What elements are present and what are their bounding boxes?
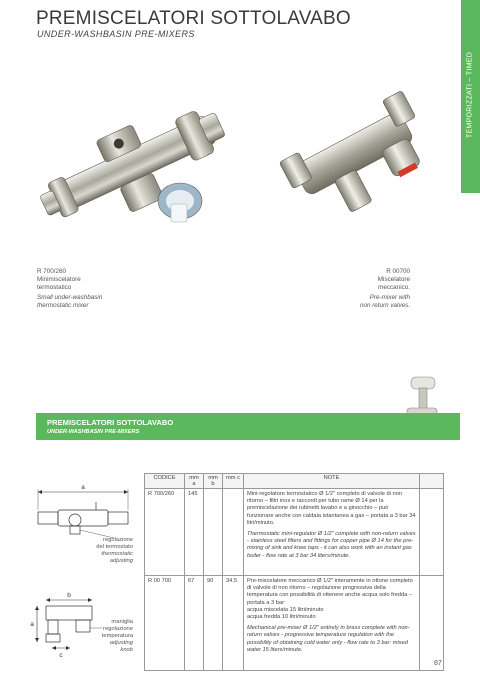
product-name-en-1: Small under-washbasin thermostatic mixer bbox=[37, 294, 103, 309]
section-tab-label: TEMPORIZZATI – TIMED bbox=[466, 51, 474, 139]
cell-blank bbox=[420, 576, 444, 671]
col-header-note: NOTE bbox=[244, 474, 420, 489]
cell-code: R 00 700 bbox=[145, 576, 185, 671]
product-caption-1 bbox=[37, 268, 107, 310]
cell-note bbox=[244, 489, 420, 576]
col-header-a: mm a bbox=[185, 474, 204, 489]
table-header-row bbox=[145, 474, 444, 489]
spec-table bbox=[144, 473, 444, 671]
note-en: Thermostatic mini-regulator Ø 1/2" complete with non-return valves - stainless steel filters and fittings for copper pipe Ø 14 for the pre-mixing of sink and knee taps - it can also work with an instant gas boiler - flow rate at 3 bar 34 liters/minute. bbox=[247, 531, 416, 559]
product-code-1: R 700/260 bbox=[37, 268, 67, 275]
cell-b bbox=[204, 489, 223, 576]
cell-c bbox=[223, 489, 244, 576]
callout-label-it-2: maniglia regolazione temperatura bbox=[101, 619, 133, 639]
note-it: Mini-regolatore termostatico Ø 1/2" completo di valvole di non ritorno – filtri inox e raccordi per tubo rame Ø 14 per la premiscelazione dei rubinetti lavabo e a ginocchio – può funzionare anche con caldaia istantanea a gas – portata a 3 bar 34 litri/minuto. bbox=[247, 491, 416, 526]
table-row bbox=[145, 489, 444, 576]
callout-label-en-1: thermostatic adjusting bbox=[101, 551, 133, 564]
callout-adjusting-knob bbox=[60, 619, 133, 654]
product-photo-thermostatic-mixer bbox=[30, 86, 245, 246]
page-title: PREMISCELATORI SOTTOLAVABO bbox=[36, 8, 351, 29]
product-name-it-1: Minimiscelatore termostatico bbox=[37, 276, 81, 291]
col-header-c: mm c bbox=[223, 474, 244, 489]
dimension-label-b-2: b bbox=[67, 592, 71, 599]
band-title: PREMISCELATORI SOTTOLAVABO bbox=[47, 418, 174, 427]
dimension-label-a-1: a bbox=[81, 484, 85, 491]
table-row bbox=[145, 576, 444, 671]
note-it: Pre-miscelatore meccanico Ø 1/2" interamente in ottone completo di valvole di non ritorno – regolazione progressiva della temperatura con possibilità di ottenere anche acqua solo fredda – portata a 3 bar: acqua miscelata 15 litri/minuto acqua fredda 10 litri/minuto bbox=[247, 578, 413, 621]
callout-label-en-2: adjusting knob bbox=[109, 640, 133, 653]
col-header-code: CODICE bbox=[145, 474, 185, 489]
callout-thermostatic-adjusting bbox=[60, 537, 133, 565]
product-code-2: R 00700 bbox=[386, 268, 410, 275]
page-number: 87 bbox=[434, 660, 442, 667]
cell-blank bbox=[420, 489, 444, 576]
dimension-label-a-2: a bbox=[30, 621, 34, 628]
product-name-en-2: Pre-mixer with non return valves. bbox=[359, 294, 410, 309]
band-subtitle: UNDER-WASHBASIN PRE-MIXERS bbox=[47, 429, 140, 435]
cell-note bbox=[244, 576, 420, 671]
cell-a: 67 bbox=[185, 576, 204, 671]
note-en: Mechanical pre-mixer Ø 1/2" entirely in brass complete with non-return valves - progressive temperature regulation with the possibility of obtaining cold water only - flow rate to 3 bar: mixed water 15 liters/minute. bbox=[247, 625, 410, 653]
product-caption-2 bbox=[330, 268, 410, 310]
cell-b: 90 bbox=[204, 576, 223, 671]
col-header-blank bbox=[420, 474, 444, 489]
cell-code: R 700/260 bbox=[145, 489, 185, 576]
cell-a: 145 bbox=[185, 489, 204, 576]
page-subtitle: UNDER-WASHBASIN PRE-MIXERS bbox=[37, 29, 195, 39]
product-name-it-2: Miscelatore meccanico. bbox=[377, 276, 410, 291]
col-header-b: mm b bbox=[204, 474, 223, 489]
dimension-label-c-2: c bbox=[59, 652, 63, 658]
callout-label-it-1: regolazione del termostato bbox=[96, 537, 133, 550]
cell-c: 34,5 bbox=[223, 576, 244, 671]
product-photo-mechanical-mixer bbox=[255, 86, 455, 226]
